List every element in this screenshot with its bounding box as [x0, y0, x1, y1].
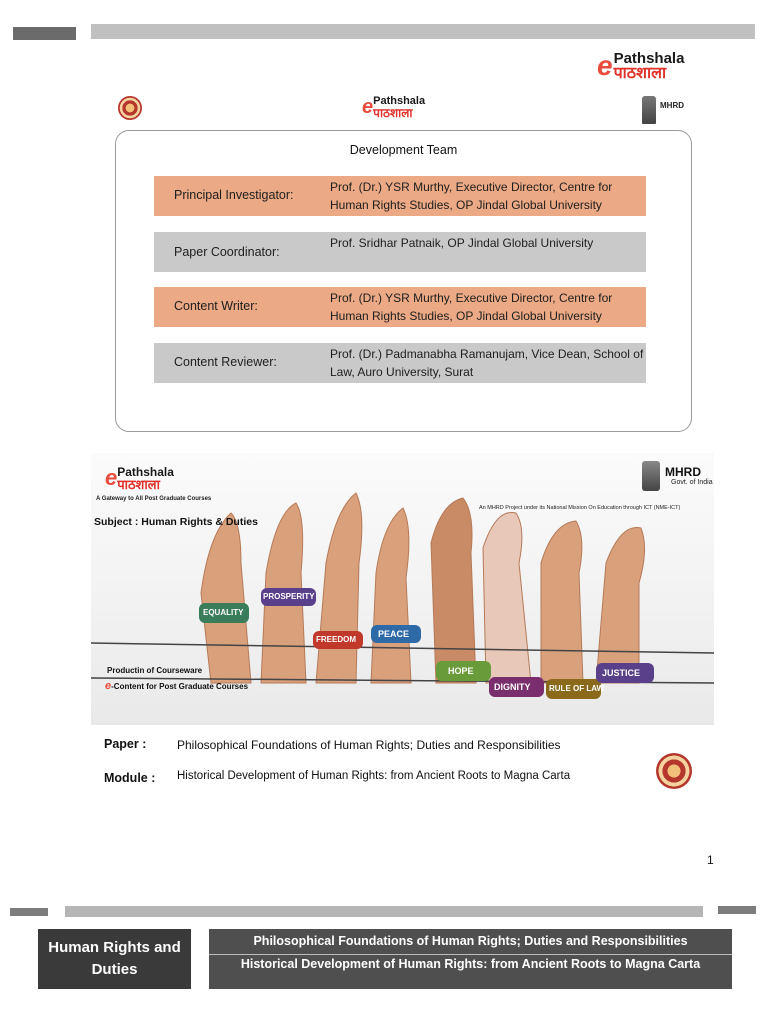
team-role: Paper Coordinator:	[174, 245, 280, 259]
logo-e-mark: e	[597, 50, 613, 81]
raised-hands-illustration	[91, 453, 714, 725]
team-row-content-reviewer	[154, 343, 646, 383]
band-label: PROSPERITY	[263, 592, 315, 601]
development-team-card	[115, 130, 692, 432]
team-epathshala-logo: e Pathshala पाठशाला	[362, 95, 426, 120]
team-role: Content Writer:	[174, 299, 258, 313]
band-label: JUSTICE	[602, 668, 641, 678]
banner-govt: Govt. of India	[671, 479, 713, 486]
team-person: Prof. (Dr.) YSR Murthy, Executive Director, Centre for Human Rights Studies, OP Jindal Global University	[330, 291, 613, 323]
team-role: Content Reviewer:	[174, 355, 277, 369]
ugc-seal-icon	[656, 753, 692, 789]
banner-epathshala-logo: e Pathshala पाठशाला	[105, 464, 174, 492]
footer-subject: Human Rights and Duties	[38, 929, 191, 989]
development-team-title: Development Team	[349, 143, 458, 157]
footer-bar-right	[718, 906, 756, 914]
banner-production-line1: Productin of Courseware	[107, 666, 203, 675]
epathshala-logo	[597, 50, 684, 82]
team-row-content-writer	[154, 287, 646, 327]
banner-subject: Subject : Human Rights & Duties	[94, 516, 258, 528]
ugc-seal-icon	[118, 96, 142, 120]
page-number: 1	[707, 853, 714, 867]
band-label: PEACE	[378, 629, 410, 639]
paper-value: Philosophical Foundations of Human Rights; Duties and Responsibilities	[177, 738, 561, 752]
banner-tagline: A Gateway to All Post Graduate Courses	[96, 496, 212, 502]
logo-english-text: Pathshala	[613, 49, 685, 67]
mhrd-emblem-icon	[642, 461, 660, 491]
band-label: DIGNITY	[494, 682, 531, 692]
footer-bar-left	[10, 908, 48, 916]
module-value: Historical Development of Human Rights: from Ancient Roots to Magna Carta	[177, 770, 571, 782]
logo-hindi-text: पाठशाला	[613, 64, 667, 82]
mhrd-small-label: MHRD	[660, 101, 684, 110]
mhrd-emblem-icon	[642, 96, 656, 124]
footer-paper-module	[209, 929, 732, 989]
team-row-principal-investigator	[154, 176, 646, 216]
banner-project-line: An MHRD Project under its National Mission On Education through ICT (NME-ICT)	[479, 505, 681, 511]
team-person: Prof. Sridhar Patnaik, OP Jindal Global University	[330, 236, 594, 250]
footer-divider	[209, 954, 732, 955]
band-label: EQUALITY	[203, 608, 244, 617]
banner-mhrd: MHRD	[665, 465, 701, 479]
header-bar-left	[13, 27, 76, 40]
band-label: FREEDOM	[316, 635, 356, 644]
band-label: HOPE	[448, 666, 474, 676]
team-row-paper-coordinator	[154, 232, 646, 272]
paper-label: Paper :	[104, 737, 147, 751]
team-person: Prof. (Dr.) YSR Murthy, Executive Director, Centre for Human Rights Studies, OP Jindal Global University	[330, 180, 613, 212]
band-label: RULE OF LAW	[549, 684, 605, 693]
footer-bar-middle	[65, 906, 703, 917]
banner-production-line2: e-Content for Post Graduate Courses	[105, 680, 249, 692]
module-label: Module :	[104, 771, 156, 785]
header-bar-right	[91, 24, 755, 39]
footer-module: Historical Development of Human Rights: from Ancient Roots to Magna Carta	[240, 957, 701, 971]
team-role: Principal Investigator:	[174, 188, 294, 202]
footer-paper: Philosophical Foundations of Human Rights; Duties and Responsibilities	[253, 934, 688, 948]
course-banner	[91, 453, 714, 811]
team-person: Prof. (Dr.) Padmanabha Ramanujam, Vice Dean, School of Law, Auro University, Surat	[330, 347, 644, 379]
